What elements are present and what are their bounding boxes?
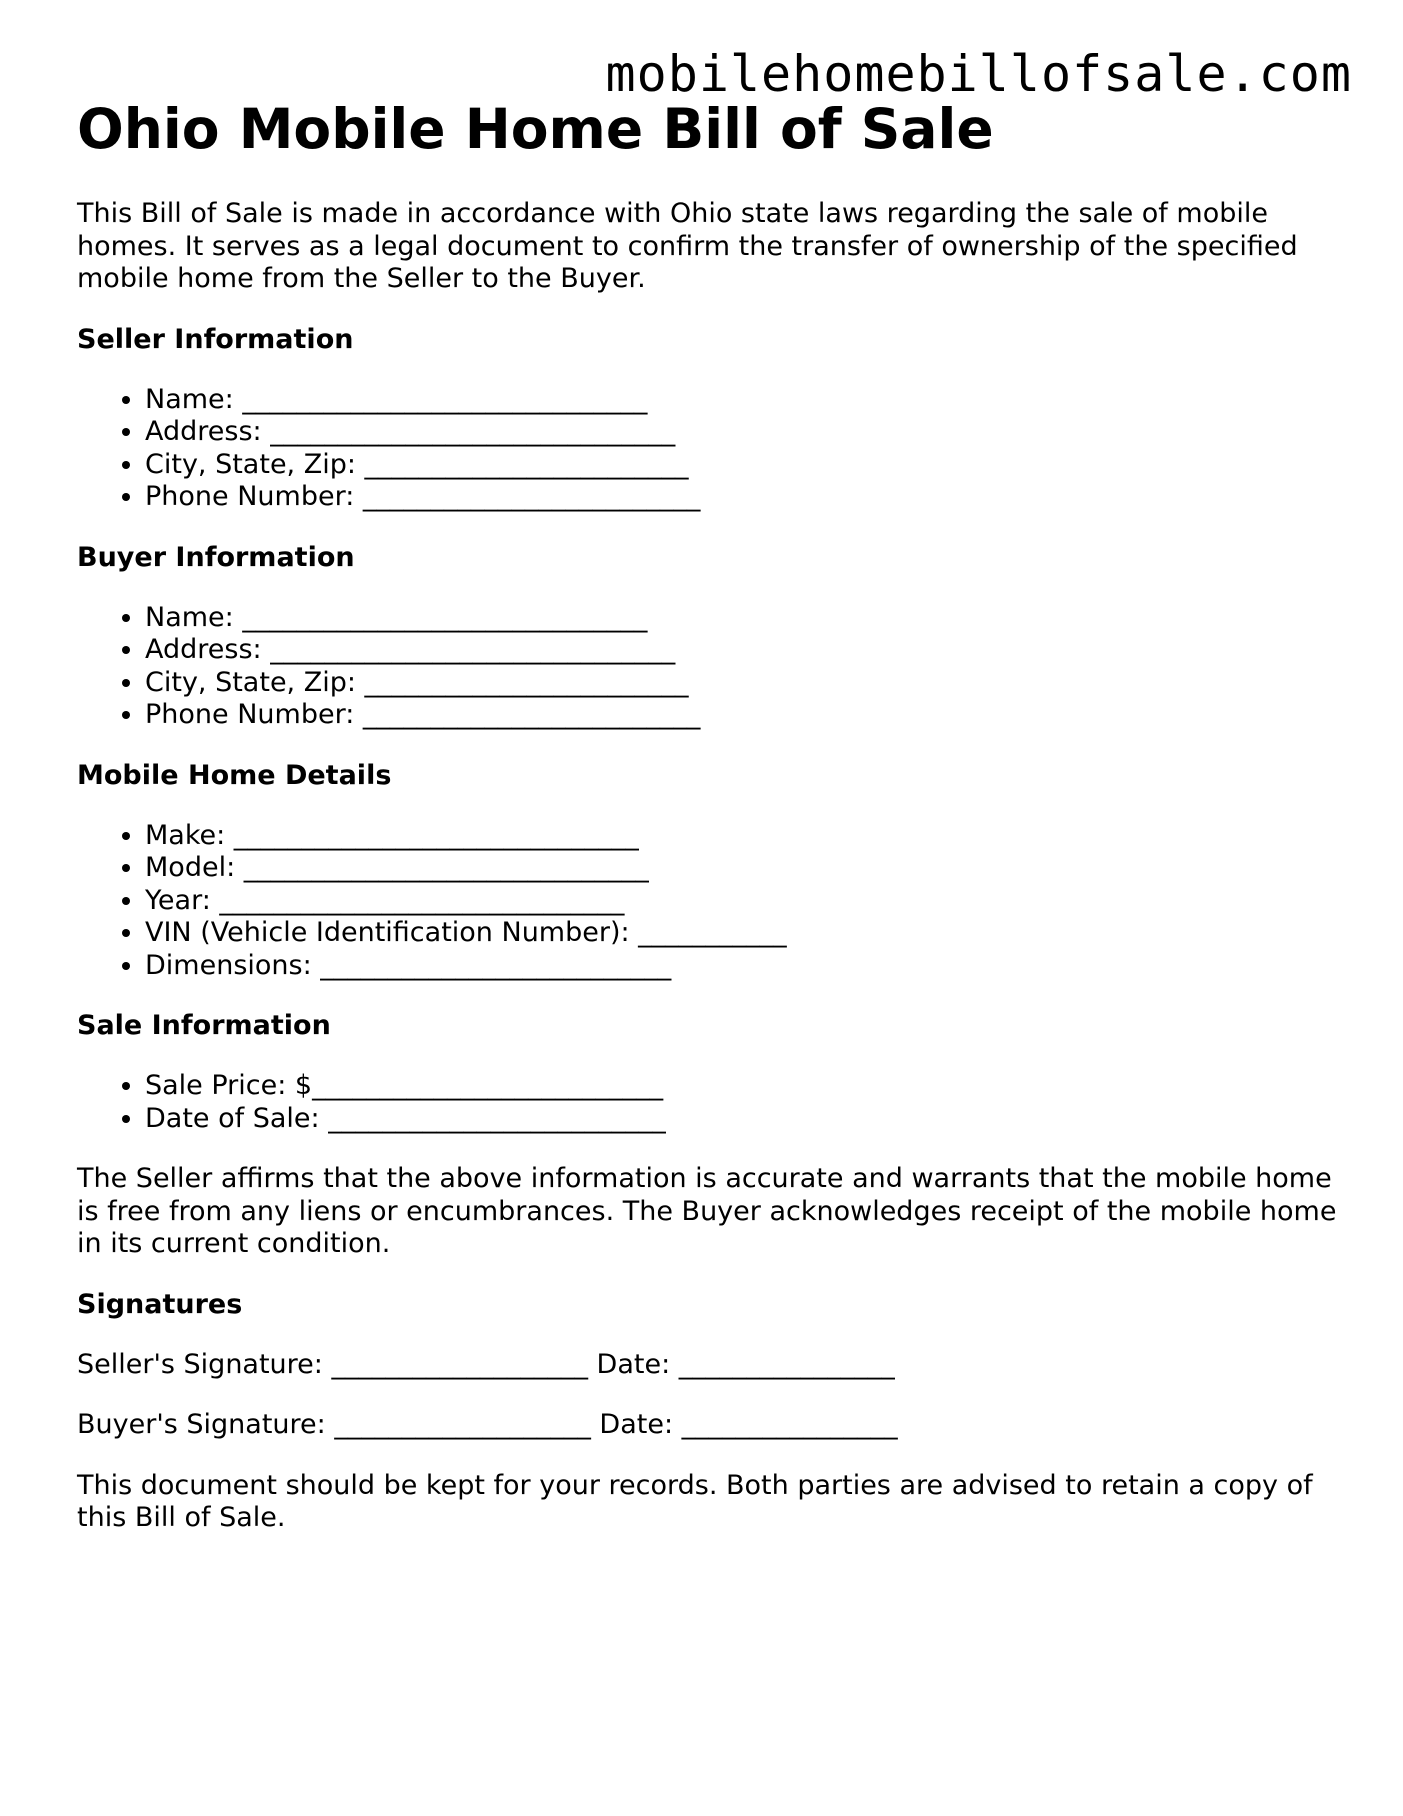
signatures-heading: Signatures [77, 1288, 243, 1320]
home-dimensions-field[interactable]: • Dimensions: __________________________ [145, 950, 1337, 983]
buyer-name-field[interactable]: • Name: ______________________________ [145, 602, 1337, 635]
sale-date-field[interactable]: • Date of Sale: _________________________ [145, 1103, 1337, 1136]
seller-name-field[interactable]: • Name: ______________________________ [145, 384, 1337, 417]
page-title: Ohio Mobile Home Bill of Sale [77, 97, 994, 161]
document-page [77, 96, 1337, 1535]
sale-field-list [77, 1070, 1337, 1135]
site-watermark: mobilehomebillofsale.com [605, 45, 1352, 103]
sale-price-field[interactable]: • Sale Price: $__________________________ [145, 1070, 1337, 1103]
buyer-address-field[interactable]: • Address: ______________________________ [145, 634, 1337, 667]
buyer-city-state-zip-field[interactable]: • City, State, Zip: ________________________ [145, 667, 1337, 700]
buyer-section-heading: Buyer Information [77, 541, 355, 573]
intro-paragraph: This Bill of Sale is made in accordance with Ohio state laws regarding the sale of mobile homes. It serves as a legal document to confirm the transfer of ownership of the specified mobile home from the Seller to the Buyer. [77, 198, 1298, 294]
closing-note: This document should be kept for your records. Both parties are advised to retain a copy of this Bill of Sale. [77, 1469, 1313, 1533]
home-field-list [77, 820, 1337, 983]
home-make-field[interactable]: • Make: ______________________________ [145, 820, 1337, 853]
buyer-phone-field[interactable]: • Phone Number: _________________________ [145, 699, 1337, 732]
seller-city-state-zip-field[interactable]: • City, State, Zip: ________________________ [145, 449, 1337, 482]
home-model-field[interactable]: • Model: ______________________________ [145, 852, 1337, 885]
sale-info-heading: Sale Information [77, 1010, 331, 1041]
seller-section-heading: Seller Information [77, 323, 354, 355]
seller-field-list [77, 384, 1337, 514]
seller-phone-field[interactable]: • Phone Number: _________________________ [145, 481, 1337, 514]
buyer-signature-line[interactable]: Buyer's Signature: ___________________ Date: ________________ [77, 1409, 898, 1440]
home-year-field[interactable]: • Year: ______________________________ [145, 885, 1337, 918]
buyer-field-list [77, 602, 1337, 732]
home-vin-field[interactable]: • VIN (Vehicle Identification Number): ___________ [145, 917, 1337, 950]
home-details-heading: Mobile Home Details [77, 759, 392, 791]
affirmation-paragraph: The Seller affirms that the above information is accurate and warrants that the mobile home is free from any liens or encumbrances. The Buyer acknowledges receipt of the mobile home in its current condition. [77, 1163, 1337, 1259]
seller-signature-line[interactable]: Seller's Signature: ___________________ Date: ________________ [77, 1348, 895, 1380]
seller-address-field[interactable]: • Address: ______________________________ [145, 416, 1337, 449]
